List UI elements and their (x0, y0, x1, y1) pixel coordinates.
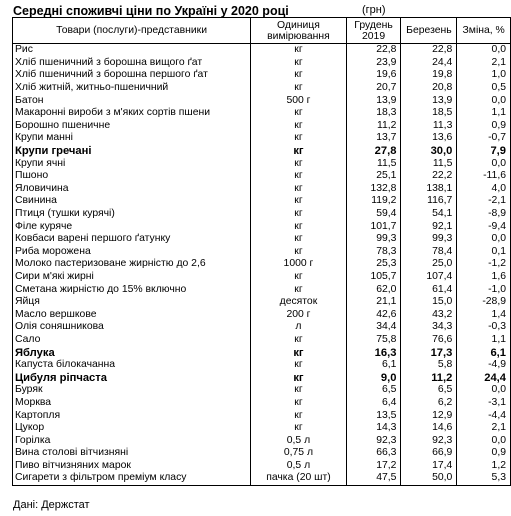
march-price-cell: 5,8 (401, 359, 457, 372)
page-title: Середні споживчі ціни по Україні у 2020 році (13, 4, 289, 18)
change-cell: 6,1 (457, 346, 511, 359)
change-cell: 0,0 (457, 233, 511, 246)
change-cell: -8,9 (457, 208, 511, 221)
december-price-cell: 23,9 (346, 57, 401, 70)
product-cell: Птиця (тушки курячі) (13, 208, 251, 221)
change-cell: 2,1 (457, 57, 511, 70)
december-price-cell: 34,4 (346, 321, 401, 334)
march-price-cell: 19,8 (401, 69, 457, 82)
march-price-cell: 17,4 (401, 460, 457, 473)
unit-cell: кг (251, 246, 346, 259)
change-cell: -11,6 (457, 170, 511, 183)
table-row (13, 44, 511, 57)
unit-cell: кг (251, 157, 346, 170)
march-price-cell: 50,0 (401, 472, 457, 485)
product-cell: Сало (13, 334, 251, 347)
table-row (13, 107, 511, 120)
unit-cell: кг (251, 233, 346, 246)
product-cell: Крупи гречані (13, 145, 251, 158)
table-row (13, 132, 511, 145)
change-cell: 0,0 (457, 44, 511, 57)
product-cell: Картопля (13, 409, 251, 422)
table-header-row (13, 18, 511, 44)
change-cell: 1,6 (457, 271, 511, 284)
table-row (13, 94, 511, 107)
december-price-cell: 13,5 (346, 409, 401, 422)
unit-cell: кг (251, 283, 346, 296)
header-product: Товари (послуги)-представники (13, 18, 251, 44)
march-price-cell: 54,1 (401, 208, 457, 221)
march-price-cell: 6,5 (401, 384, 457, 397)
march-price-cell: 66,9 (401, 447, 457, 460)
header-change: Зміна, % (457, 18, 511, 44)
product-cell: Рис (13, 44, 251, 57)
december-price-cell: 42,6 (346, 308, 401, 321)
change-cell: -9,4 (457, 220, 511, 233)
table-row (13, 258, 511, 271)
december-price-cell: 6,4 (346, 397, 401, 410)
change-cell: 1,1 (457, 334, 511, 347)
change-cell: -3,1 (457, 397, 511, 410)
december-price-cell: 119,2 (346, 195, 401, 208)
product-cell: Яблука (13, 346, 251, 359)
table-row (13, 409, 511, 422)
march-price-cell: 22,2 (401, 170, 457, 183)
december-price-cell: 13,9 (346, 94, 401, 107)
product-cell: Морква (13, 397, 251, 410)
december-price-cell: 14,3 (346, 422, 401, 435)
unit-cell: 500 г (251, 94, 346, 107)
product-cell: Ковбаси варені першого ґатунку (13, 233, 251, 246)
march-price-cell: 13,9 (401, 94, 457, 107)
change-cell: 0,0 (457, 434, 511, 447)
table-row (13, 246, 511, 259)
change-cell: 1,4 (457, 308, 511, 321)
table-row (13, 195, 511, 208)
product-cell: Цибуля ріпчаста (13, 371, 251, 384)
unit-cell: кг (251, 183, 346, 196)
unit-cell: 0,5 л (251, 460, 346, 473)
product-cell: Сири м'які жирні (13, 271, 251, 284)
unit-cell: кг (251, 145, 346, 158)
december-price-cell: 27,8 (346, 145, 401, 158)
product-cell: Буряк (13, 384, 251, 397)
unit-cell: кг (251, 82, 346, 95)
march-price-cell: 78,4 (401, 246, 457, 259)
march-price-cell: 11,2 (401, 371, 457, 384)
unit-cell: кг (251, 120, 346, 133)
december-price-cell: 11,5 (346, 157, 401, 170)
header-december: Грудень 2019 (346, 18, 401, 44)
march-price-cell: 24,4 (401, 57, 457, 70)
header-unit: Одиниця вимірювання (251, 18, 346, 44)
december-price-cell: 16,3 (346, 346, 401, 359)
product-cell: Олія соняшникова (13, 321, 251, 334)
table-row (13, 220, 511, 233)
change-cell: 2,1 (457, 422, 511, 435)
table-row (13, 183, 511, 196)
march-price-cell: 92,1 (401, 220, 457, 233)
unit-cell: кг (251, 195, 346, 208)
product-cell: Свинина (13, 195, 251, 208)
table-row (13, 447, 511, 460)
december-price-cell: 11,2 (346, 120, 401, 133)
change-cell: -28,9 (457, 296, 511, 309)
table-row (13, 69, 511, 82)
unit-cell: кг (251, 409, 346, 422)
december-price-cell: 62,0 (346, 283, 401, 296)
march-price-cell: 76,6 (401, 334, 457, 347)
product-cell: Молоко пастеризоване жирністю до 2,6 (13, 258, 251, 271)
product-cell: Крупи ячні (13, 157, 251, 170)
product-cell: Хліб пшеничний з борошна першого ґат (13, 69, 251, 82)
unit-cell: десяток (251, 296, 346, 309)
table-row (13, 434, 511, 447)
change-cell: 7,9 (457, 145, 511, 158)
march-price-cell: 92,3 (401, 434, 457, 447)
product-cell: Яловичина (13, 183, 251, 196)
unit-cell: кг (251, 397, 346, 410)
change-cell: 0,1 (457, 246, 511, 259)
unit-cell: кг (251, 208, 346, 221)
table-row (13, 271, 511, 284)
change-cell: 0,0 (457, 94, 511, 107)
prices-table (12, 17, 511, 486)
march-price-cell: 17,3 (401, 346, 457, 359)
change-cell: 0,9 (457, 120, 511, 133)
december-price-cell: 47,5 (346, 472, 401, 485)
product-cell: Пшоно (13, 170, 251, 183)
december-price-cell: 25,1 (346, 170, 401, 183)
december-price-cell: 75,8 (346, 334, 401, 347)
unit-cell: кг (251, 69, 346, 82)
product-cell: Крупи манні (13, 132, 251, 145)
table-row (13, 321, 511, 334)
december-price-cell: 9,0 (346, 371, 401, 384)
december-price-cell: 17,2 (346, 460, 401, 473)
december-price-cell: 13,7 (346, 132, 401, 145)
december-price-cell: 78,3 (346, 246, 401, 259)
product-cell: Хліб пшеничний з борошна вищого ґат (13, 57, 251, 70)
change-cell: -4,4 (457, 409, 511, 422)
march-price-cell: 6,2 (401, 397, 457, 410)
product-cell: Риба морожена (13, 246, 251, 259)
product-cell: Капуста білокачанна (13, 359, 251, 372)
december-price-cell: 21,1 (346, 296, 401, 309)
change-cell: -0,3 (457, 321, 511, 334)
march-price-cell: 116,7 (401, 195, 457, 208)
product-cell: Вина столові вітчизняні (13, 447, 251, 460)
table-row (13, 397, 511, 410)
table-row (13, 334, 511, 347)
march-price-cell: 99,3 (401, 233, 457, 246)
unit-cell: пачка (20 шт) (251, 472, 346, 485)
change-cell: 1,2 (457, 460, 511, 473)
table-row (13, 57, 511, 70)
table-row (13, 460, 511, 473)
december-price-cell: 59,4 (346, 208, 401, 221)
december-price-cell: 20,7 (346, 82, 401, 95)
change-cell: 1,0 (457, 69, 511, 82)
table-row (13, 346, 511, 359)
table-row (13, 233, 511, 246)
change-cell: 0,0 (457, 157, 511, 170)
product-cell: Макаронні вироби з м'яких сортів пшени (13, 107, 251, 120)
source-note: Дані: Держстат (13, 499, 90, 511)
december-price-cell: 101,7 (346, 220, 401, 233)
product-cell: Хліб житній, житньо-пшеничний (13, 82, 251, 95)
unit-cell: кг (251, 220, 346, 233)
december-price-cell: 6,1 (346, 359, 401, 372)
march-price-cell: 34,3 (401, 321, 457, 334)
table-row (13, 170, 511, 183)
december-price-cell: 22,8 (346, 44, 401, 57)
change-cell: -1,0 (457, 283, 511, 296)
march-price-cell: 15,0 (401, 296, 457, 309)
march-price-cell: 13,6 (401, 132, 457, 145)
table-row (13, 308, 511, 321)
unit-cell: кг (251, 44, 346, 57)
unit-cell: кг (251, 346, 346, 359)
unit-cell: кг (251, 132, 346, 145)
december-price-cell: 105,7 (346, 271, 401, 284)
table-row (13, 359, 511, 372)
change-cell: 0,0 (457, 384, 511, 397)
table-row (13, 283, 511, 296)
march-price-cell: 43,2 (401, 308, 457, 321)
march-price-cell: 20,8 (401, 82, 457, 95)
march-price-cell: 22,8 (401, 44, 457, 57)
change-cell: -1,2 (457, 258, 511, 271)
product-cell: Масло вершкове (13, 308, 251, 321)
change-cell: -0,7 (457, 132, 511, 145)
currency-note: (грн) (362, 4, 386, 16)
unit-cell: кг (251, 57, 346, 70)
table-row (13, 422, 511, 435)
change-cell: 0,9 (457, 447, 511, 460)
table-row (13, 296, 511, 309)
change-cell: 1,1 (457, 107, 511, 120)
change-cell: 0,5 (457, 82, 511, 95)
table-row (13, 157, 511, 170)
change-cell: -4,9 (457, 359, 511, 372)
december-price-cell: 25,3 (346, 258, 401, 271)
product-cell: Горілка (13, 434, 251, 447)
december-price-cell: 19,6 (346, 69, 401, 82)
table-row (13, 371, 511, 384)
december-price-cell: 92,3 (346, 434, 401, 447)
change-cell: 4,0 (457, 183, 511, 196)
unit-cell: кг (251, 170, 346, 183)
table-row (13, 384, 511, 397)
table-row (13, 145, 511, 158)
march-price-cell: 14,6 (401, 422, 457, 435)
header-march: Березень (401, 18, 457, 44)
march-price-cell: 61,4 (401, 283, 457, 296)
product-cell: Борошно пшеничне (13, 120, 251, 133)
table-row (13, 82, 511, 95)
december-price-cell: 99,3 (346, 233, 401, 246)
march-price-cell: 107,4 (401, 271, 457, 284)
unit-cell: кг (251, 271, 346, 284)
product-cell: Цукор (13, 422, 251, 435)
march-price-cell: 30,0 (401, 145, 457, 158)
table-row (13, 472, 511, 485)
unit-cell: кг (251, 422, 346, 435)
unit-cell: 0,75 л (251, 447, 346, 460)
march-price-cell: 18,5 (401, 107, 457, 120)
product-cell: Пиво вітчизняних марок (13, 460, 251, 473)
unit-cell: кг (251, 334, 346, 347)
unit-cell: кг (251, 384, 346, 397)
december-price-cell: 132,8 (346, 183, 401, 196)
change-cell: -2,1 (457, 195, 511, 208)
table-row (13, 208, 511, 221)
december-price-cell: 6,5 (346, 384, 401, 397)
march-price-cell: 25,0 (401, 258, 457, 271)
december-price-cell: 66,3 (346, 447, 401, 460)
product-cell: Сметана жирністю до 15% включно (13, 283, 251, 296)
change-cell: 5,3 (457, 472, 511, 485)
december-price-cell: 18,3 (346, 107, 401, 120)
table-row (13, 120, 511, 133)
unit-cell: кг (251, 371, 346, 384)
product-cell: Філе куряче (13, 220, 251, 233)
unit-cell: 0,5 л (251, 434, 346, 447)
product-cell: Батон (13, 94, 251, 107)
march-price-cell: 138,1 (401, 183, 457, 196)
unit-cell: л (251, 321, 346, 334)
march-price-cell: 11,3 (401, 120, 457, 133)
unit-cell: кг (251, 359, 346, 372)
product-cell: Сигарети з фільтром преміум класу (13, 472, 251, 485)
march-price-cell: 12,9 (401, 409, 457, 422)
march-price-cell: 11,5 (401, 157, 457, 170)
unit-cell: 1000 г (251, 258, 346, 271)
unit-cell: 200 г (251, 308, 346, 321)
change-cell: 24,4 (457, 371, 511, 384)
product-cell: Яйця (13, 296, 251, 309)
unit-cell: кг (251, 107, 346, 120)
